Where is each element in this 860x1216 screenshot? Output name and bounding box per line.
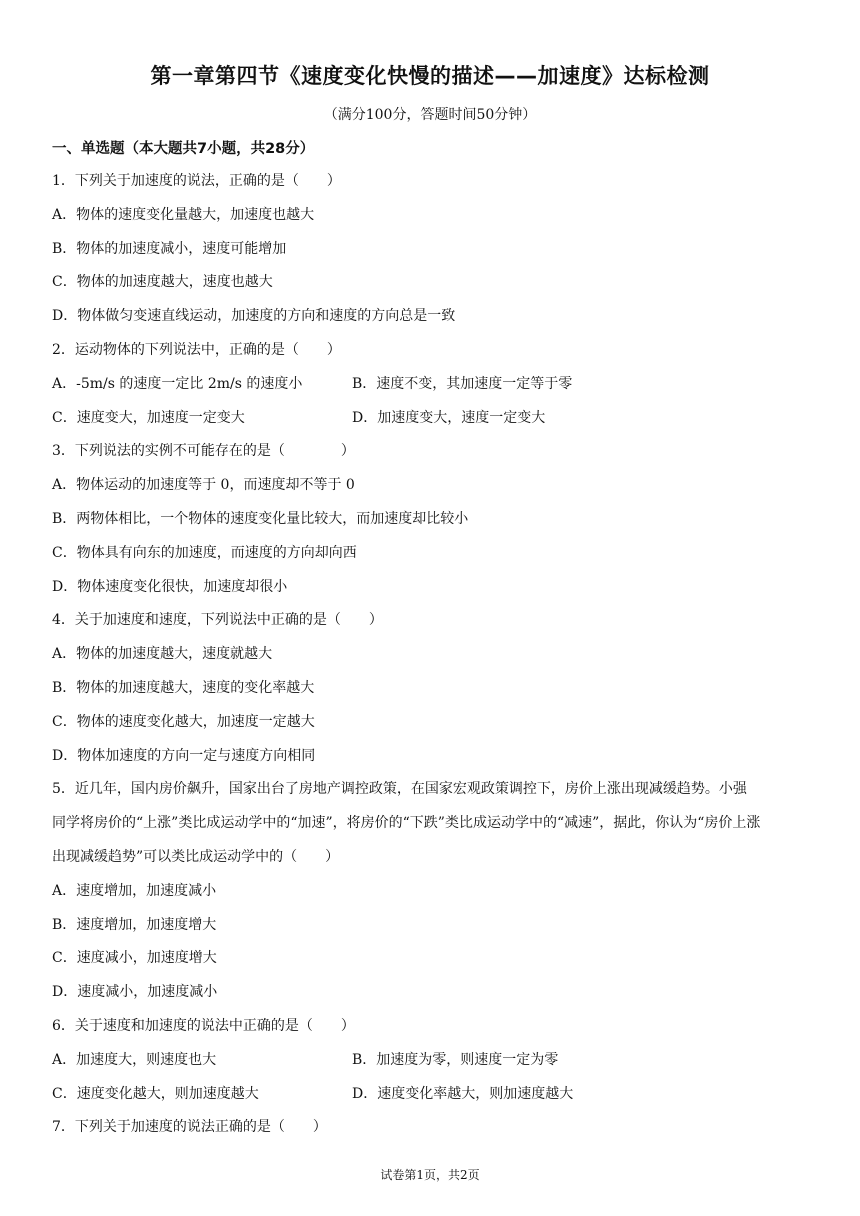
option-a: A．-5m/s 的速度一定比 2m/s 的速度小 [52, 375, 303, 392]
option-d: D．物体做匀变速直线运动，加速度的方向和速度的方向总是一致 [52, 308, 456, 325]
question-stem: 3．下列说法的实例不可能存在的是（ ） [52, 443, 355, 460]
option-b: B．物体的加速度减小，速度可能增加 [52, 240, 287, 257]
question-stem-line: 同学将房价的“上涨”类比成运动学中的“加速”，将房价的“下跌”类比成运动学中的“减速”，据此，你认为“房价上涨 [52, 815, 761, 832]
option-row [52, 368, 812, 402]
option-d: D．物体加速度的方向一定与速度方向相同 [52, 747, 316, 764]
question-stem: 2．运动物体的下列说法中，正确的是（ ） [52, 341, 341, 358]
question-stem: 7．下列关于加速度的说法正确的是（ ） [52, 1119, 327, 1136]
option-row [52, 402, 812, 436]
option-b: B．两物体相比，一个物体的速度变化量比较大，而加速度却比较小 [52, 510, 469, 527]
option-c: C．物体的加速度越大，速度也越大 [52, 274, 273, 291]
question-stem-line: 出现减缓趋势”可以类比成运动学中的（ ） [52, 848, 340, 865]
question-stem: 6．关于速度和加速度的说法中正确的是（ ） [52, 1017, 355, 1034]
option-a: A．物体的速度变化量越大，加速度也越大 [52, 206, 315, 223]
option-d: D．加速度变大，速度一定变大 [352, 409, 546, 426]
page-footer: 试卷第1页，共2页 [380, 1168, 480, 1182]
option-row [52, 1044, 812, 1078]
option-a: A．物体运动的加速度等于 0，而速度却不等于 0 [52, 477, 355, 494]
option-a: A．物体的加速度越大，速度就越大 [52, 646, 273, 663]
option-b: B．加速度为零，则速度一定为零 [352, 1051, 559, 1068]
option-d: D．速度减小，加速度减小 [52, 984, 218, 1001]
option-c: C．物体具有向东的加速度，而速度的方向却向西 [52, 544, 357, 561]
section-title: 一、单选题（本大题共7小题，共28分） [52, 141, 315, 157]
question-stem: 1．下列关于加速度的说法，正确的是（ ） [52, 173, 341, 189]
option-c: C．速度变化越大，则加速度越大 [52, 1085, 259, 1102]
option-b: B．物体的加速度越大，速度的变化率越大 [52, 679, 315, 696]
page-title: 第一章第四节《速度变化快慢的描述——加速度》达标检测 [150, 64, 710, 88]
option-b: B．速度增加，加速度增大 [52, 916, 217, 933]
option-c: C．速度减小，加速度增大 [52, 950, 217, 967]
question-stem: 4．关于加速度和速度，下列说法中正确的是（ ） [52, 612, 383, 629]
option-a: A．加速度大，则速度也大 [52, 1051, 217, 1068]
option-c: C．物体的速度变化越大，加速度一定越大 [52, 713, 315, 730]
option-b: B．速度不变，其加速度一定等于零 [352, 375, 573, 392]
option-c: C．速度变大，加速度一定变大 [52, 409, 245, 426]
question-stem-line: 5．近几年，国内房价飙升，国家出台了房地产调控政策，在国家宏观政策调控下，房价上涨出现减缓趋势。小强 [52, 781, 747, 798]
option-row [52, 1078, 812, 1112]
option-d: D．物体速度变化很快，加速度却很小 [52, 578, 288, 595]
option-a: A．速度增加，加速度减小 [52, 882, 217, 899]
option-d: D．速度变化率越大，则加速度越大 [352, 1085, 574, 1102]
page-subtitle: （满分100分，答题时间50分钟） [323, 107, 537, 123]
question-list [52, 165, 812, 1145]
